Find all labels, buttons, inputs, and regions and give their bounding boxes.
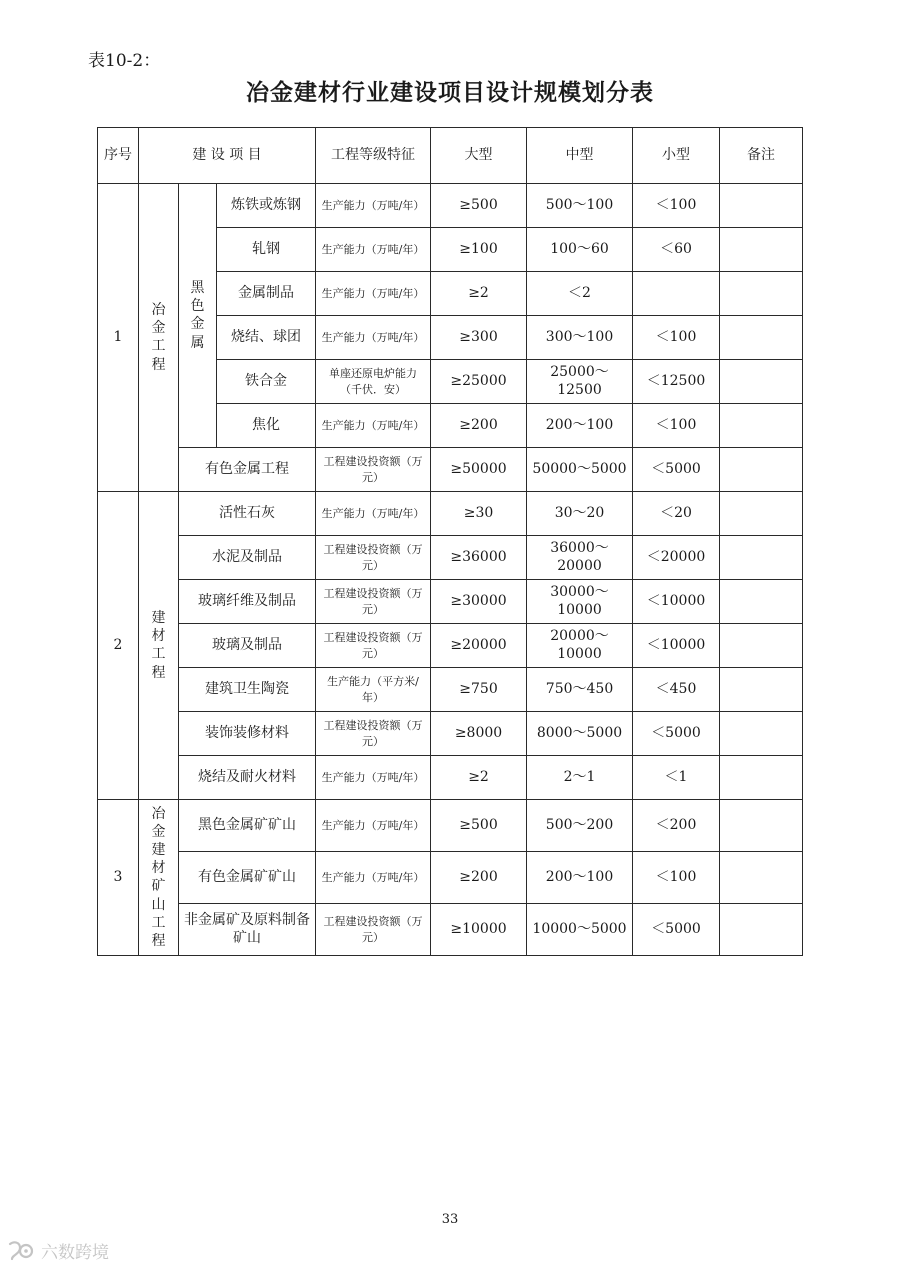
remark-cell <box>720 316 803 360</box>
group-number-cell: 1 <box>98 184 139 492</box>
group-number-cell: 3 <box>98 800 139 956</box>
small-scale-cell <box>633 272 720 316</box>
subgroup-name-cell-label: 黑色金属 <box>190 279 205 351</box>
grade-feature-cell: 生产能力（万吨/年） <box>316 756 431 800</box>
project-item-cell: 装饰装修材料 <box>179 712 316 756</box>
project-item-cell: 轧钢 <box>217 228 316 272</box>
small-scale-cell: ＜1 <box>633 756 720 800</box>
grade-feature-cell: 生产能力（万吨/年） <box>316 184 431 228</box>
project-item-cell: 焦化 <box>217 404 316 448</box>
table-row <box>98 492 803 536</box>
project-item-cell: 金属制品 <box>217 272 316 316</box>
large-scale-cell: ≥500 <box>431 184 527 228</box>
project-item-cell: 烧结、球团 <box>217 316 316 360</box>
header-project: 建 设 项 目 <box>139 128 316 184</box>
remark-cell <box>720 536 803 580</box>
medium-scale-cell: 8000～5000 <box>527 712 633 756</box>
table-row <box>98 756 803 800</box>
project-item-cell: 水泥及制品 <box>179 536 316 580</box>
header-medium: 中型 <box>527 128 633 184</box>
table-row <box>98 712 803 756</box>
remark-cell <box>720 756 803 800</box>
medium-scale-cell: 750～450 <box>527 668 633 712</box>
large-scale-cell: ≥2 <box>431 756 527 800</box>
table-row <box>98 184 803 228</box>
small-scale-cell: ＜10000 <box>633 580 720 624</box>
small-scale-cell: ＜12500 <box>633 360 720 404</box>
remark-cell <box>720 668 803 712</box>
large-scale-cell: ≥30 <box>431 492 527 536</box>
grade-feature-cell: 单座还原电炉能力（千伏．安） <box>316 360 431 404</box>
remark-cell <box>720 904 803 956</box>
remark-cell <box>720 712 803 756</box>
grade-feature-cell: 工程建设投资额（万元） <box>316 624 431 668</box>
table-row <box>98 580 803 624</box>
project-item-cell: 铁合金 <box>217 360 316 404</box>
design-scale-table <box>97 127 803 956</box>
small-scale-cell: ＜5000 <box>633 712 720 756</box>
small-scale-cell: ＜100 <box>633 316 720 360</box>
small-scale-cell: ＜5000 <box>633 448 720 492</box>
large-scale-cell: ≥200 <box>431 852 527 904</box>
group-name-cell-label: 冶金工程 <box>151 301 166 373</box>
remark-cell <box>720 360 803 404</box>
page-title: 冶金建材行业建设项目设计规模划分表 <box>246 80 654 106</box>
table-row <box>98 536 803 580</box>
table-row <box>98 624 803 668</box>
grade-feature-cell: 生产能力（万吨/年） <box>316 316 431 360</box>
watermark <box>6 1238 109 1263</box>
table-row <box>98 448 803 492</box>
table-header-row <box>98 128 803 184</box>
table-row <box>98 668 803 712</box>
table-row <box>98 852 803 904</box>
medium-scale-cell: 300～100 <box>527 316 633 360</box>
project-item-cell: 有色金属工程 <box>179 448 316 492</box>
medium-scale-cell: 200～100 <box>527 852 633 904</box>
large-scale-cell: ≥200 <box>431 404 527 448</box>
small-scale-cell: ＜100 <box>633 852 720 904</box>
project-item-cell: 炼铁或炼钢 <box>217 184 316 228</box>
grade-feature-cell: 工程建设投资额（万元） <box>316 712 431 756</box>
grade-feature-cell: 工程建设投资额（万元） <box>316 904 431 956</box>
small-scale-cell: ＜100 <box>633 184 720 228</box>
medium-scale-cell: 500～100 <box>527 184 633 228</box>
grade-feature-cell: 生产能力（万吨/年） <box>316 852 431 904</box>
group-name-cell <box>139 184 179 492</box>
project-item-cell: 黑色金属矿矿山 <box>179 800 316 852</box>
project-item-cell: 玻璃纤维及制品 <box>179 580 316 624</box>
project-item-cell: 建筑卫生陶瓷 <box>179 668 316 712</box>
medium-scale-cell: 30000～10000 <box>527 580 633 624</box>
grade-feature-cell: 工程建设投资额（万元） <box>316 580 431 624</box>
header-feature: 工程等级特征 <box>316 128 431 184</box>
project-item-cell: 非金属矿及原料制备矿山 <box>179 904 316 956</box>
medium-scale-cell: 500～200 <box>527 800 633 852</box>
small-scale-cell: ＜450 <box>633 668 720 712</box>
large-scale-cell: ≥100 <box>431 228 527 272</box>
remark-cell <box>720 272 803 316</box>
group-number-cell: 2 <box>98 492 139 800</box>
grade-feature-cell: 生产能力（万吨/年） <box>316 272 431 316</box>
medium-scale-cell: 200～100 <box>527 404 633 448</box>
medium-scale-cell: 36000～20000 <box>527 536 633 580</box>
project-item-cell: 玻璃及制品 <box>179 624 316 668</box>
remark-cell <box>720 492 803 536</box>
small-scale-cell: ＜20000 <box>633 536 720 580</box>
subgroup-name-cell <box>179 184 217 448</box>
project-item-cell: 烧结及耐火材料 <box>179 756 316 800</box>
medium-scale-cell: 20000～10000 <box>527 624 633 668</box>
grade-feature-cell: 生产能力（万吨/年） <box>316 228 431 272</box>
small-scale-cell: ＜60 <box>633 228 720 272</box>
small-scale-cell: ＜5000 <box>633 904 720 956</box>
grade-feature-cell: 生产能力（万吨/年） <box>316 404 431 448</box>
large-scale-cell: ≥36000 <box>431 536 527 580</box>
grade-feature-cell: 工程建设投资额（万元） <box>316 448 431 492</box>
group-name-cell <box>139 800 179 956</box>
remark-cell <box>720 624 803 668</box>
medium-scale-cell: 50000～5000 <box>527 448 633 492</box>
group-name-cell <box>139 492 179 800</box>
grade-feature-cell: 工程建设投资额（万元） <box>316 536 431 580</box>
medium-scale-cell: 30～20 <box>527 492 633 536</box>
table-number: 表10-2： <box>88 51 161 71</box>
large-scale-cell: ≥30000 <box>431 580 527 624</box>
remark-cell <box>720 228 803 272</box>
small-scale-cell: ＜10000 <box>633 624 720 668</box>
large-scale-cell: ≥20000 <box>431 624 527 668</box>
small-scale-cell: ＜20 <box>633 492 720 536</box>
remark-cell <box>720 448 803 492</box>
large-scale-cell: ≥500 <box>431 800 527 852</box>
large-scale-cell: ≥50000 <box>431 448 527 492</box>
medium-scale-cell: 25000～12500 <box>527 360 633 404</box>
large-scale-cell: ≥25000 <box>431 360 527 404</box>
header-small: 小型 <box>633 128 720 184</box>
header-remark: 备注 <box>720 128 803 184</box>
grade-feature-cell: 生产能力（万吨/年） <box>316 800 431 852</box>
grade-feature-cell: 生产能力（平方米/年） <box>316 668 431 712</box>
large-scale-cell: ≥8000 <box>431 712 527 756</box>
medium-scale-cell: 2～1 <box>527 756 633 800</box>
medium-scale-cell: 100～60 <box>527 228 633 272</box>
small-scale-cell: ＜100 <box>633 404 720 448</box>
remark-cell <box>720 800 803 852</box>
large-scale-cell: ≥300 <box>431 316 527 360</box>
table-row <box>98 800 803 852</box>
header-no: 序号 <box>98 128 139 184</box>
watermark-text: 六数跨境 <box>41 1243 109 1263</box>
page-number: 33 <box>441 1212 459 1227</box>
medium-scale-cell: 10000～5000 <box>527 904 633 956</box>
project-item-cell: 活性石灰 <box>179 492 316 536</box>
large-scale-cell: ≥10000 <box>431 904 527 956</box>
group-name-cell-label: 冶金建材矿山工程 <box>151 805 166 949</box>
project-item-cell: 有色金属矿矿山 <box>179 852 316 904</box>
remark-cell <box>720 580 803 624</box>
table-row <box>98 904 803 956</box>
large-scale-cell: ≥750 <box>431 668 527 712</box>
grade-feature-cell: 生产能力（万吨/年） <box>316 492 431 536</box>
medium-scale-cell: ＜2 <box>527 272 633 316</box>
small-scale-cell: ＜200 <box>633 800 720 852</box>
group-name-cell-label: 建材工程 <box>151 609 166 681</box>
remark-cell <box>720 852 803 904</box>
watermark-logo-icon <box>6 1240 36 1262</box>
remark-cell <box>720 184 803 228</box>
remark-cell <box>720 404 803 448</box>
header-large: 大型 <box>431 128 527 184</box>
large-scale-cell: ≥2 <box>431 272 527 316</box>
